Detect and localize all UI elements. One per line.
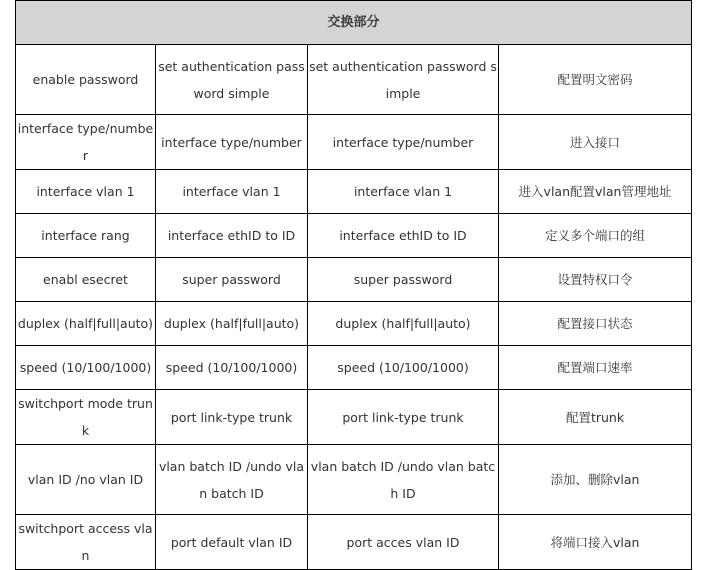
table-row xyxy=(16,445,692,515)
table-cell: duplex (half|full|auto) xyxy=(308,302,499,346)
table-cell: enabl esecret xyxy=(16,258,156,302)
table-cell: port acces vlan ID xyxy=(308,515,499,570)
table-header-row xyxy=(16,1,692,45)
table-cell: 设置特权口令 xyxy=(499,258,692,302)
table-row xyxy=(16,115,692,170)
table-cell: 进入vlan配置vlan管理地址 xyxy=(499,170,692,214)
table-cell: 进入接口 xyxy=(499,115,692,170)
table-cell: super password xyxy=(308,258,499,302)
table-cell: interface vlan 1 xyxy=(156,170,308,214)
table-row xyxy=(16,45,692,115)
table-cell: duplex (half|full|auto) xyxy=(16,302,156,346)
table-cell: interface type/number xyxy=(156,115,308,170)
table-title: 交换部分 xyxy=(16,1,692,45)
table-cell: interface rang xyxy=(16,214,156,258)
table-cell: interface ethID to ID xyxy=(156,214,308,258)
table-cell: enable password xyxy=(16,45,156,115)
table-row xyxy=(16,302,692,346)
table-row xyxy=(16,346,692,390)
table-cell: port default vlan ID xyxy=(156,515,308,570)
table-row xyxy=(16,515,692,570)
table-row xyxy=(16,258,692,302)
table-cell: switchport access vlan xyxy=(16,515,156,570)
table-cell: 添加、删除vlan xyxy=(499,445,692,515)
table-cell: interface ethID to ID xyxy=(308,214,499,258)
table-cell: switchport mode trunk xyxy=(16,390,156,445)
table-row xyxy=(16,390,692,445)
table-cell: interface type/number xyxy=(16,115,156,170)
table-cell: set authentication password simple xyxy=(156,45,308,115)
table-cell: interface vlan 1 xyxy=(308,170,499,214)
table-cell: 定义多个端口的组 xyxy=(499,214,692,258)
table-cell: speed (10/100/1000) xyxy=(156,346,308,390)
table-cell: speed (10/100/1000) xyxy=(308,346,499,390)
table-cell: vlan batch ID /undo vlan batch ID xyxy=(308,445,499,515)
table-cell: set authentication password simple xyxy=(308,45,499,115)
table-cell: 配置接口状态 xyxy=(499,302,692,346)
command-comparison-table xyxy=(15,0,692,570)
table-cell: vlan batch ID /undo vlan batch ID xyxy=(156,445,308,515)
table-cell: vlan ID /no vlan ID xyxy=(16,445,156,515)
table-cell: port link-type trunk xyxy=(308,390,499,445)
table-row xyxy=(16,214,692,258)
table-cell: speed (10/100/1000) xyxy=(16,346,156,390)
table-cell: duplex (half|full|auto) xyxy=(156,302,308,346)
table-cell: interface type/number xyxy=(308,115,499,170)
table-cell: 配置明文密码 xyxy=(499,45,692,115)
table-cell: 将端口接入vlan xyxy=(499,515,692,570)
table-cell: 配置端口速率 xyxy=(499,346,692,390)
table-cell: super password xyxy=(156,258,308,302)
table-row xyxy=(16,170,692,214)
table-cell: interface vlan 1 xyxy=(16,170,156,214)
table-cell: 配置trunk xyxy=(499,390,692,445)
table-cell: port link-type trunk xyxy=(156,390,308,445)
